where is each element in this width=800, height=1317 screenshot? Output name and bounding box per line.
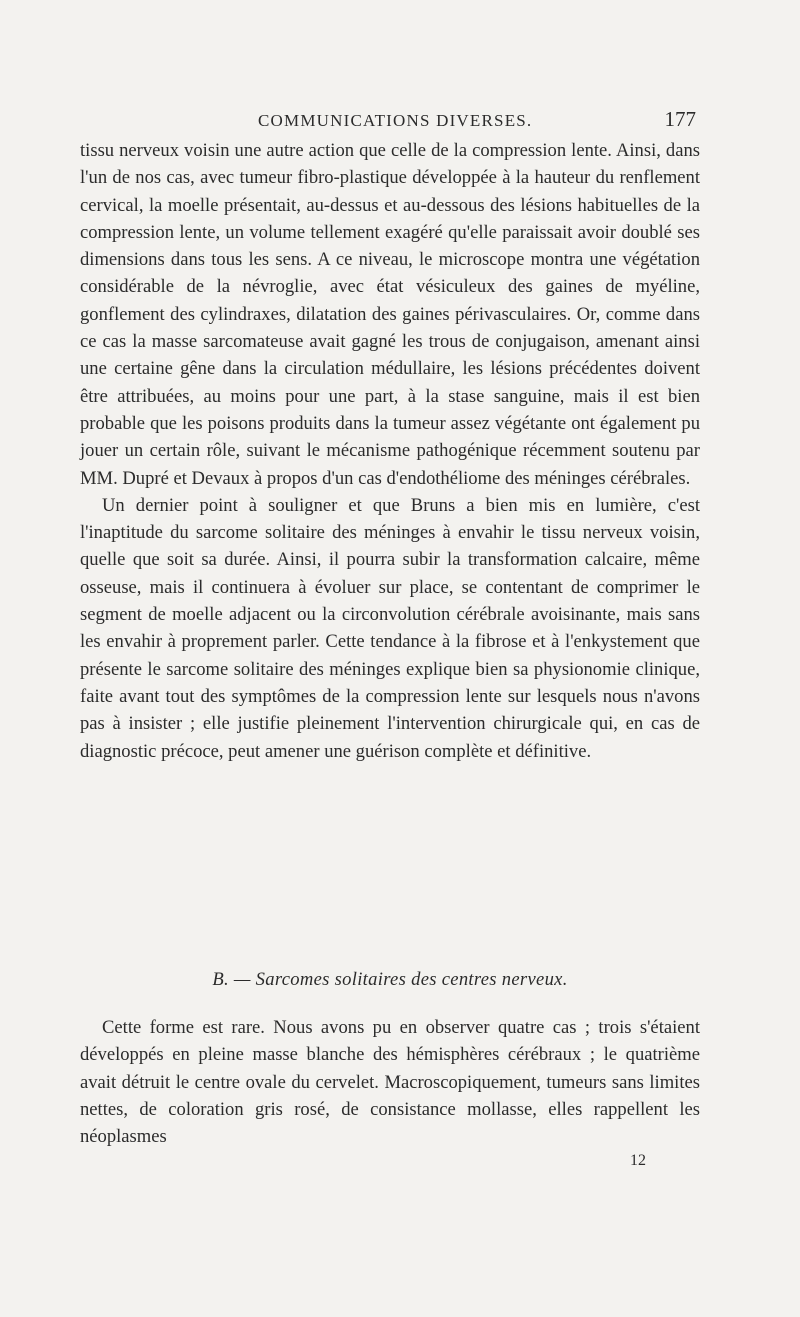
paragraph-continued: tissu nerveux voisin une autre action que celle de la compression lente. Ainsi, dans l'un de nos cas, avec tumeur fibro-plastique développée à la hauteur du renflement cervical, la moelle présentait, au-dessus et au-dessous des lésions habituelles de la compression lente, un volume tellement exagéré qu'elle paraissait avoir doublé ses dimensions dans tous les sens. A ce niveau, le microscope montra une végétation considérable de la névroglie, avec état vésiculeux des gaines de myéline, gonflement des cylindraxes, dilatation des gaines périvasculaires. Or, comme dans ce cas la masse sarcomateuse avait gagné les trous de conjugaison, amenant ainsi une certaine gêne dans la circulation médullaire, les lésions précédentes doivent être attribuées, au moins pour une part, à la stase sanguine, mais il est bien probable que les poisons produits dans la tumeur assez végétante ont également pu jouer un certain rôle, suivant le mécanisme pathogénique récemment soutenu par MM. Dupré et Devaux à propos d'un cas d'endothéliome des méninges cérébrales. (80, 140, 700, 489)
paragraph: Un dernier point à souligner et que Bruns a bien mis en lumière, c'est l'inaptitude du sarcome solitaire des méninges à envahir le tissu nerveux voisin, quelle que soit sa durée. Ainsi, il pourra subir la transformation calcaire, même osseuse, mais il continuera à évoluer sur place, se contentant de comprimer le segment de moelle adjacent ou la circonvolution cérébrale avoisinante, mais sans les envahir à proprement parler. Cette tendance à la fibrose et à l'enkystement que présente le sarcome solitaire des méninges explique bien sa physionomie clinique, faite avant tout des symptômes de la compression lente sur lesquels nous n'avons pas à insister ; elle justifie pleinement l'intervention chirurgicale qui, en cas de diagnostic précoce, peut amener une guérison complète et définitive. (80, 494, 700, 762)
body-text (80, 137, 700, 765)
section-heading: B. — Sarcomes solitaires des centres nerveux. (212, 969, 568, 990)
page-number: 177 (664, 107, 696, 131)
running-head: COMMUNICATIONS DIVERSES. (258, 111, 533, 130)
paragraph: Cette forme est rare. Nous avons pu en observer quatre cas ; trois s'étaient développés en pleine masse blanche des hémisphères cérébraux ; le quatrième avait détruit le centre ovale du cervelet. Macroscopiquement, tumeurs sans limites nettes, de coloration gris rosé, de consistance mollasse, elles rappellent les néoplasmes (80, 1017, 700, 1148)
body-text-section-b (80, 1014, 700, 1150)
signature-mark: 12 (630, 1152, 646, 1169)
page-header (80, 107, 700, 133)
